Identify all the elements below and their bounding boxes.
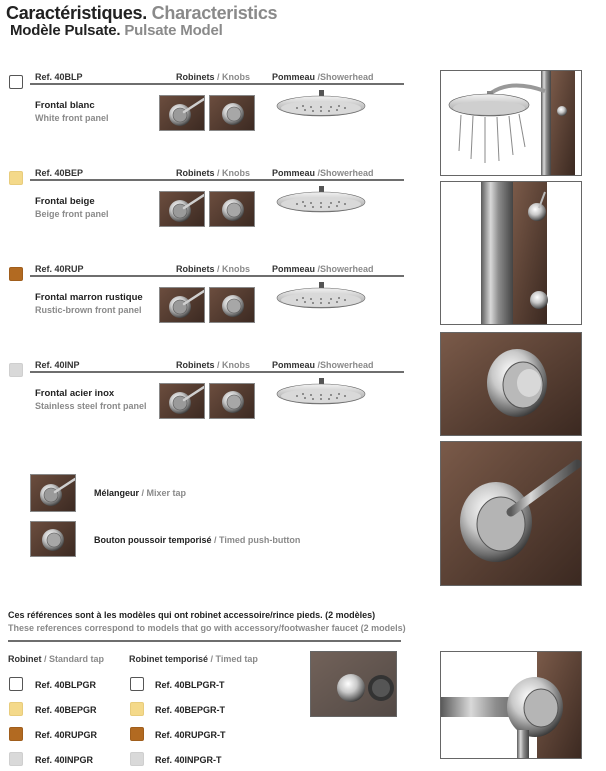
push-button-label <box>94 535 300 545</box>
model-ref: Ref. 40BLP <box>35 72 83 82</box>
knobs-header <box>176 264 250 274</box>
showerhead-image <box>275 280 367 320</box>
push-fr: Bouton poussoir temporisé <box>94 535 212 545</box>
knobs-en: / Knobs <box>217 264 251 274</box>
knobs-header <box>176 168 250 178</box>
showerhead-fr: Pommeau <box>272 264 316 274</box>
color-swatch-white[interactable] <box>9 677 23 691</box>
push-knob-image <box>209 287 255 323</box>
showerhead-fr: Pommeau <box>272 360 316 370</box>
timed-tap-header <box>129 654 258 664</box>
showerhead-en: /Showerhead <box>317 72 374 82</box>
color-swatch-white[interactable] <box>130 677 144 691</box>
color-swatch-white[interactable] <box>9 75 23 89</box>
color-swatch-brown[interactable] <box>9 267 23 281</box>
standard-ref: Ref. 40BEPGR <box>35 705 97 715</box>
model-name-en: Beige front panel <box>35 209 109 219</box>
mixer-en: / Mixer tap <box>141 488 187 498</box>
mixer-tap-label <box>94 488 186 498</box>
subtitle-en: Pulsate Model <box>124 22 223 39</box>
row-divider <box>30 275 404 277</box>
model-name-en: White front panel <box>35 113 109 123</box>
model-name-en: Stainless steel front panel <box>35 401 147 411</box>
footnote-divider <box>8 640 401 642</box>
color-swatch-grey[interactable] <box>9 363 23 377</box>
mixer-knob-image <box>159 383 205 419</box>
mixer-knob-image <box>159 287 205 323</box>
color-swatch-grey[interactable] <box>9 752 23 766</box>
timed-ref: Ref. 40INPGR-T <box>155 755 222 765</box>
knobs-en: / Knobs <box>217 360 251 370</box>
knobs-fr: Robinets <box>176 168 215 178</box>
model-ref: Ref. 40BEP <box>35 168 84 178</box>
push-en: / Timed push-button <box>214 535 301 545</box>
model-name-fr: Frontal marron rustique <box>35 292 143 303</box>
page-subtitle <box>10 22 223 39</box>
model-ref: Ref. 40RUP <box>35 264 84 274</box>
row-divider <box>30 179 404 181</box>
model-name-fr: Frontal blanc <box>35 100 95 111</box>
knobs-en: / Knobs <box>217 72 251 82</box>
page-title <box>6 3 277 24</box>
footwasher-tap-photo <box>310 651 397 717</box>
model-name-fr: Frontal beige <box>35 196 95 207</box>
title-en: Characteristics <box>151 3 278 23</box>
row-divider <box>30 83 404 85</box>
showerhead-en: /Showerhead <box>317 360 374 370</box>
knobs-fr: Robinets <box>176 72 215 82</box>
mixer-knob-image <box>159 95 205 131</box>
standard-ref: Ref. 40INPGR <box>35 755 94 765</box>
mixer-fr: Mélangeur <box>94 488 140 498</box>
color-swatch-brown[interactable] <box>9 727 23 741</box>
knobs-fr: Robinets <box>176 264 215 274</box>
row-divider <box>30 371 404 373</box>
knobs-header <box>176 72 250 82</box>
color-swatch-beige[interactable] <box>130 702 144 716</box>
panel-photo <box>440 181 582 325</box>
mixer-knob-image <box>159 191 205 227</box>
showerhead-fr: Pommeau <box>272 72 316 82</box>
showerhead-header <box>272 72 374 82</box>
timed-ref: Ref. 40BLPGR-T <box>155 680 225 690</box>
color-swatch-beige[interactable] <box>9 702 23 716</box>
standard-en: / Standard tap <box>44 654 105 664</box>
timed-ref: Ref. 40BEPGR-T <box>155 705 226 715</box>
showerhead-fr: Pommeau <box>272 168 316 178</box>
showerhead-header <box>272 264 374 274</box>
showerhead-header <box>272 168 374 178</box>
showerhead-image <box>275 376 367 416</box>
showerhead-photo <box>440 70 582 176</box>
push-button-image <box>30 521 76 557</box>
standard-ref: Ref. 40RUPGR <box>35 730 98 740</box>
model-name-en: Rustic-brown front panel <box>35 305 142 315</box>
color-swatch-beige[interactable] <box>9 171 23 185</box>
showerhead-image <box>275 184 367 224</box>
push-knob-image <box>209 95 255 131</box>
standard-tap-header <box>8 654 104 664</box>
knobs-header <box>176 360 250 370</box>
model-name-fr: Frontal acier inox <box>35 388 115 399</box>
timed-fr: Robinet temporisé <box>129 654 209 664</box>
knobs-en: / Knobs <box>217 168 251 178</box>
push-knob-image <box>209 383 255 419</box>
subtitle-fr: Modèle Pulsate. <box>10 22 121 39</box>
knobs-fr: Robinets <box>176 360 215 370</box>
timed-ref: Ref. 40RUPGR-T <box>155 730 226 740</box>
showerhead-en: /Showerhead <box>317 264 374 274</box>
footnote-fr: Ces références sont à les modèles qui ont robinet accessoire/rince pieds. (2 modèles) <box>8 610 376 620</box>
color-swatch-brown[interactable] <box>130 727 144 741</box>
showerhead-en: /Showerhead <box>317 168 374 178</box>
footnote-en: These references correspond to models that go with accessory/footwasher faucet (2 models) <box>8 623 406 633</box>
standard-fr: Robinet <box>8 654 42 664</box>
timed-en: / Timed tap <box>210 654 258 664</box>
push-button-closeup <box>440 332 582 436</box>
standard-ref: Ref. 40BLPGR <box>35 680 97 690</box>
mixer-tap-image <box>30 474 76 512</box>
mixer-closeup <box>440 441 582 586</box>
push-knob-image <box>209 191 255 227</box>
color-swatch-grey[interactable] <box>130 752 144 766</box>
model-ref: Ref. 40INP <box>35 360 80 370</box>
showerhead-header <box>272 360 374 370</box>
showerhead-image <box>275 88 367 128</box>
title-fr: Caractéristiques. <box>6 3 147 23</box>
footwasher-closeup <box>440 651 582 759</box>
